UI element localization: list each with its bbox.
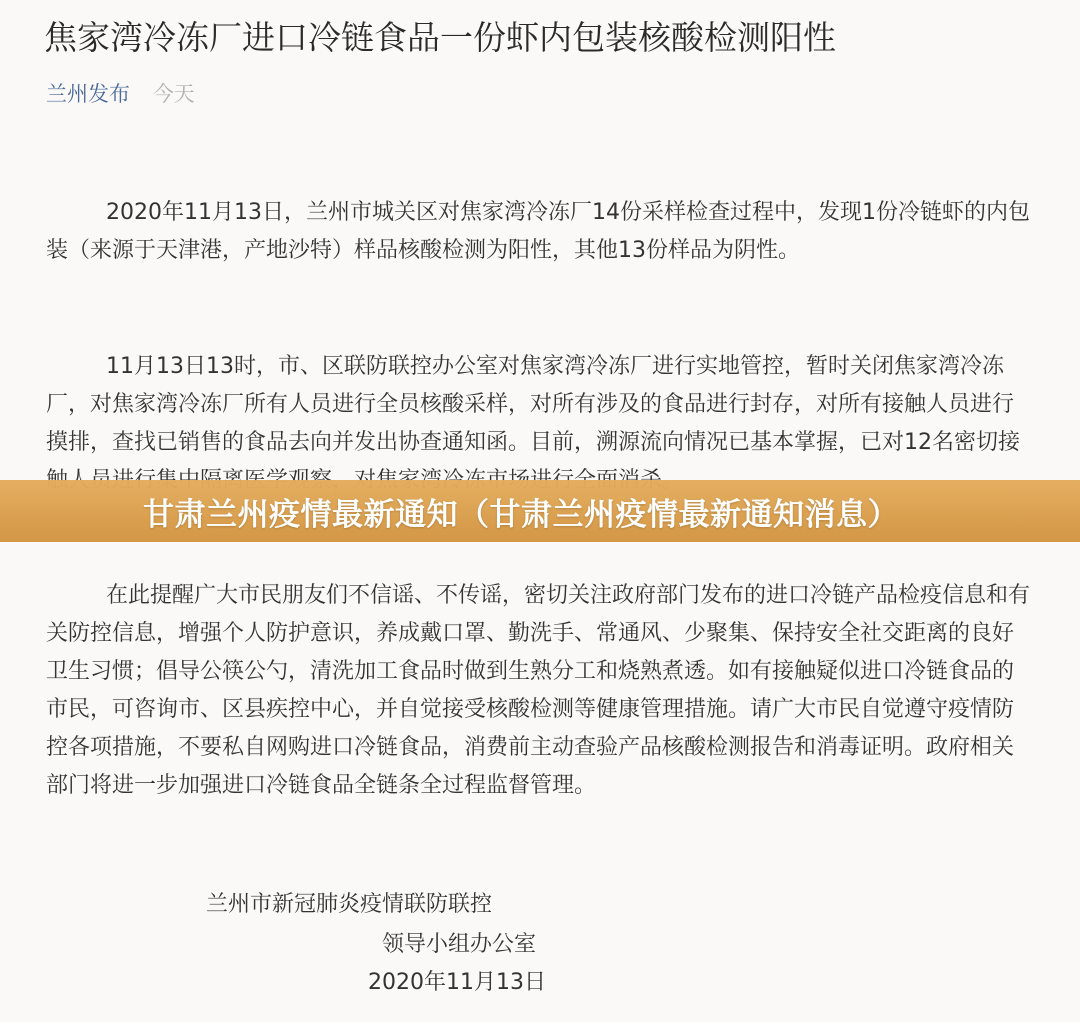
paragraph-1: 2020年11月13日，兰州市城关区对焦家湾冷冻厂14份采样检查过程中，发现1份冷链虾的内包装（来源于天津港，产地沙特）样品核酸检测为阳性，其他13份样品为阴性。 [46, 200, 1030, 263]
paragraph-3: 在此提醒广大市民朋友们不信谣、不传谣，密切关注政府部门发布的进口冷链产品检疫信息和有关防控信息，增强个人防护意识，养成戴口罩、勤洗手、常通风、少聚集、保持安全社交距离的良好卫生习惯；倡导公筷公勺，清洗加工食品时做到生熟分工和烧熟煮透。如有接触疑似进口冷链食品的市民，可咨询市、区县疾控中心，并自觉接受核酸检测等健康管理措施。请广大市民自觉遵守疫情防控各项措施，不要私自网购进口冷链食品，消费前主动查验产品核酸检测报告和消毒证明。政府相关部门将进一步加强进口冷链食品全链条全过程监督管理。 [46, 583, 1031, 798]
banner-headline: 甘肃兰州疫情最新通知（甘肃兰州疫情最新通知消息） [143, 496, 899, 533]
paragraph-2: 11月13日13时，市、区联防联控办公室对焦家湾冷冻厂进行实地管控，暂时关闭焦家湾冷冻厂，对焦家湾冷冻厂所有人员进行全员核酸采样，对所有涉及的食品进行封存，对所有接触人员进行摸排，查找已销售的食品去向并发出协查通知函。目前，溯源流向情况已基本掌握，已对12名密切接 [46, 354, 1020, 455]
source-link[interactable]: 兰州发布 [46, 82, 130, 106]
article-title: 焦家湾冷冻厂进口冷链食品一份虾内包装核酸检测阳性 [44, 18, 836, 57]
publish-time: 今天 [152, 82, 195, 106]
signature-date: 2020年11月13日 [368, 970, 546, 995]
signature-office: 领导小组办公室 [382, 932, 537, 957]
signature-org: 兰州市新冠肺炎疫情联防联控 [206, 892, 493, 917]
article-meta [46, 78, 195, 110]
overlay-banner [0, 480, 1080, 542]
